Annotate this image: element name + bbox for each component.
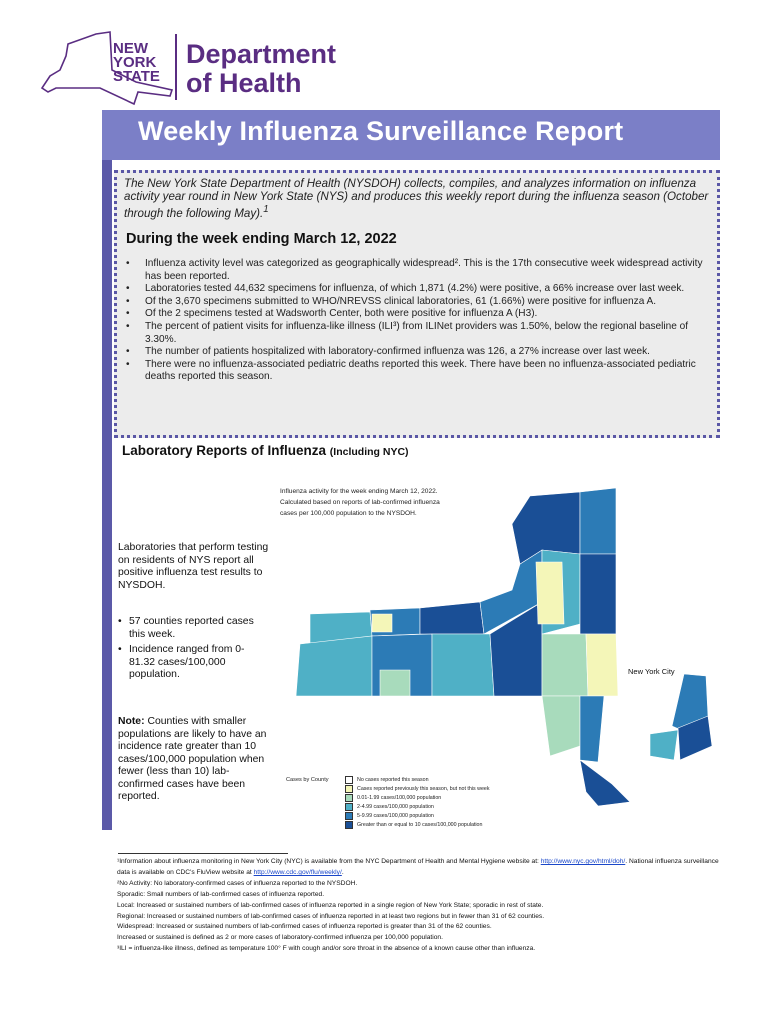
report-title: Weekly Influenza Surveillance Report — [138, 116, 624, 146]
summary-bullet: • The percent of patient visits for influenza-like illness (ILI³) from ILINet providers was 1.50%, below the regional baseline of 3.30%. — [124, 321, 714, 346]
legend-swatch — [345, 794, 353, 802]
map-legend — [345, 775, 565, 829]
county-shapes — [296, 488, 630, 806]
summary-bullet: • The number of patients hospitalized with laboratory-confirmed influenza was 126, a 27% increase over last week. — [124, 346, 714, 359]
nys-brand-text: NEW YORK STATE — [113, 40, 160, 85]
footnote-3: ³ILI = influenza-like illness, defined as temperature 100° F with cough and/or sore throat in the absence of a known cause other than influenza. — [117, 945, 536, 953]
lab-section-heading: Laboratory Reports of Influenza (Including NYC) — [122, 443, 409, 458]
summary-bullet: • Of the 3,670 specimens submitted to WHO/NREVSS clinical laboratories, 61 (1.66%) were positive for influenza A. — [124, 296, 714, 309]
brand-divider — [175, 34, 177, 100]
cdc-fluview-link[interactable]: http://www.cdc.gov/flu/weekly/ — [253, 868, 342, 876]
footnotes — [117, 857, 722, 955]
summary-bullets — [124, 258, 714, 384]
legend-item: 2-4.99 cases/100,000 population — [345, 802, 565, 811]
footnote-sporadic: Sporadic: Small numbers of lab-confirmed cases of influenza reported. — [117, 890, 325, 898]
department-name: Department of Health — [186, 39, 337, 98]
legend-swatch — [345, 821, 353, 829]
lab-intro: Laboratories that perform testing on residents of NYS report all positive influenza test results to NYSDOH. — [118, 542, 269, 591]
nyc-inset — [650, 674, 712, 760]
footnote-definition: Increased or sustained is defined as 2 or more cases of laboratory-confirmed influenza per 100,000 population. — [117, 934, 443, 942]
legend-title: Cases by County — [286, 777, 329, 783]
legend-item: Greater than or equal to 10 cases/100,000 population — [345, 820, 565, 829]
left-accent-band — [102, 110, 112, 830]
summary-bullet: • There were no influenza-associated pediatric deaths reported this week. There have been no influenza-associated pediatric deaths reported this season. — [124, 359, 714, 384]
map-caption: Influenza activity for the week ending March 12, 2022. Calculated based on reports of lab-confirmed influenza cases per 100,000 population to the NYSDOH. — [280, 488, 440, 517]
footnote-local: Local: Increased or sustained numbers of lab-confirmed cases of influenza reported in a single region of New York State; sporadic in rest of state. — [117, 901, 544, 909]
footnote-1: ¹Information about influenza monitoring in New York City (NYC) is available from the NYC Department of Health and Mental Hygiene website at: http://www.nyc.gov/html/doh/. National influenza surveillance data is available on CDC's FluView website at http://www.cdc.gov/flu/weekly/. — [117, 858, 719, 876]
legend-item: 0.01-1.99 cases/100,000 population — [345, 793, 565, 802]
footnote-regional: Regional: Increased or sustained numbers of lab-confirmed cases of influenza reported in at least two regions but in fewer than 31 of 62 counties. — [117, 912, 545, 920]
legend-swatch — [345, 812, 353, 820]
legend-item: Cases reported previously this season, but not this week — [345, 784, 565, 793]
lab-note: Note: Counties with smaller populations are likely to have an incidence rate greater than 10 cases/100,000 population when fewer (less than 10) lab-confirmed cases have been reported. — [118, 716, 267, 802]
legend-item: 5-9.99 cases/100,000 population — [345, 811, 565, 820]
lab-bullet: • 57 counties reported cases this week. — [118, 616, 270, 641]
footnote-rule — [118, 853, 288, 854]
summary-bullet: • Influenza activity level was categorized as geographically widespread². This is the 17th consecutive week widespread activity has been reported. — [124, 258, 714, 283]
legend-swatch — [345, 803, 353, 811]
lab-bullet: • Incidence ranged from 0-81.32 cases/100,000 population. — [118, 644, 270, 682]
week-heading: During the week ending March 12, 2022 — [126, 231, 397, 247]
nyc-doh-link[interactable]: http://www.nyc.gov/html/doh/ — [540, 858, 626, 865]
summary-intro: The New York State Department of Health (NYSDOH) collects, compiles, and analyzes information on influenza activity year round in New York State (NYS) and produces this weekly report during the influenza season (October through the following May).$^1$ — [124, 177, 709, 220]
legend-item: No cases reported this season — [345, 775, 565, 784]
summary-bullet: • Of the 2 specimens tested at Wadsworth Center, both were positive for influenza A (H3). — [124, 308, 714, 321]
legend-swatch — [345, 776, 353, 784]
footnote-widespread: Widespread: Increased or sustained numbers of lab-confirmed cases of influenza reported is greater than 31 of the 62 counties. — [117, 923, 492, 931]
summary-bullet: • Laboratories tested 44,632 specimens for influenza, of which 1,871 (4.2%) were positive, a 66% increase over last week. — [124, 283, 714, 296]
legend-swatch — [345, 785, 353, 793]
footnote-2: ²No Activity: No laboratory-confirmed cases of influenza reported to the NYSDOH. — [117, 879, 358, 887]
nyc-inset-label: New York City — [628, 667, 675, 676]
lab-bullets — [118, 616, 270, 685]
